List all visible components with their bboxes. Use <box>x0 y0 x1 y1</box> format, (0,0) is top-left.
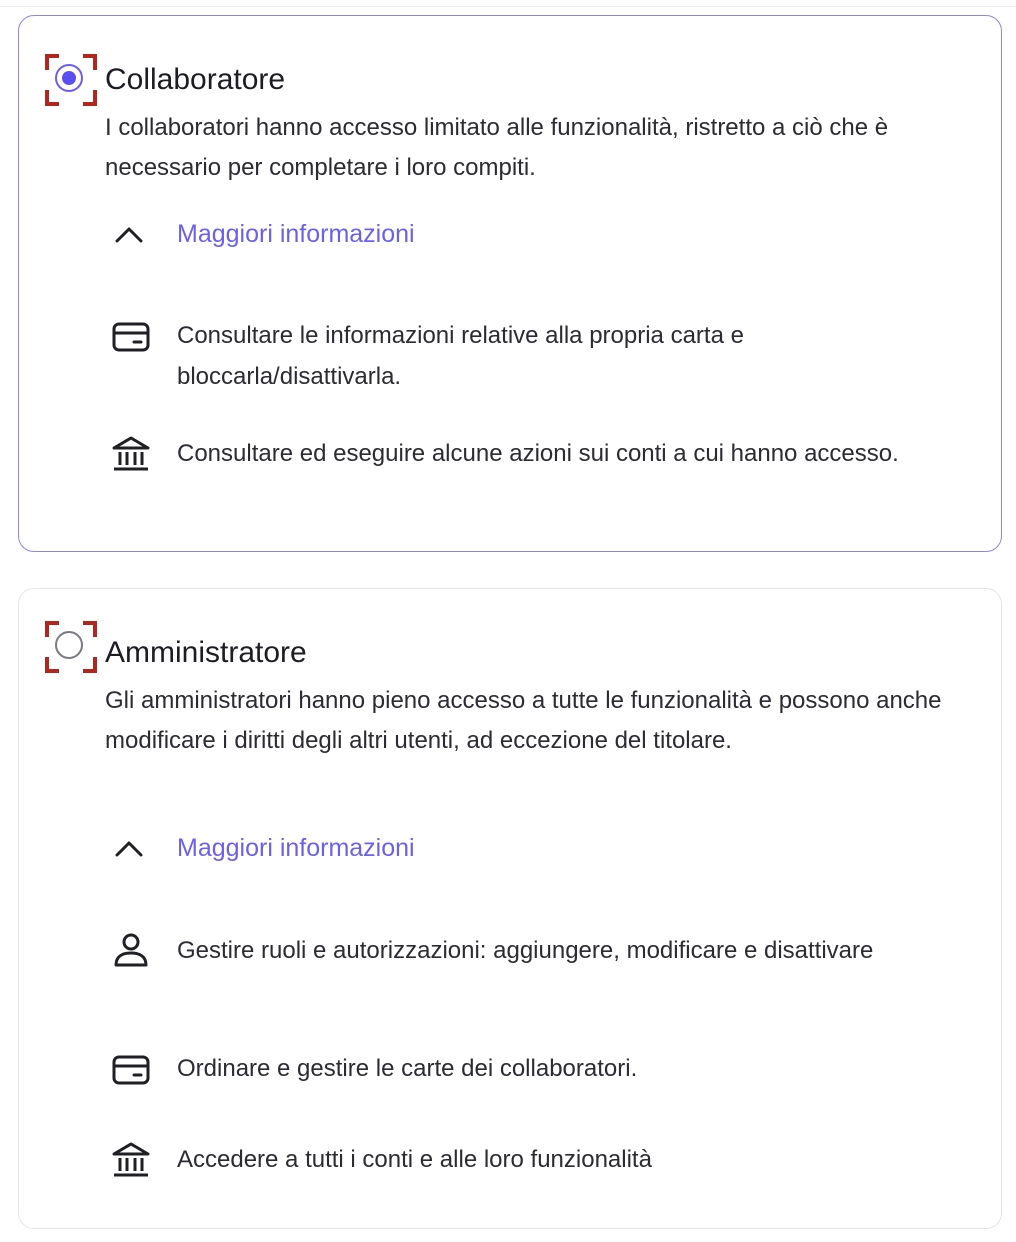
radio-unselected-icon[interactable] <box>55 631 83 659</box>
feature-text: Consultare ed eseguire alcune azioni sui conti a cui hanno accesso. <box>177 440 899 467</box>
feature-item <box>111 930 951 971</box>
feature-text: Gestire ruoli e autorizzazioni: aggiungere, modificare e disattivare <box>177 937 874 964</box>
radio-selected-icon[interactable] <box>55 64 83 92</box>
user-icon <box>111 930 151 970</box>
role-option-collaborator[interactable] <box>18 15 1002 552</box>
role-title: Amministratore <box>105 636 307 669</box>
more-info-label[interactable]: Maggiori informazioni <box>177 833 415 862</box>
bank-icon <box>111 433 151 473</box>
more-info-toggle[interactable] <box>111 830 415 866</box>
feature-item <box>111 433 951 474</box>
role-title: Collaboratore <box>105 63 286 96</box>
card-icon <box>111 1048 151 1088</box>
chevron-up-icon <box>111 216 147 252</box>
more-info-label[interactable]: Maggiori informazioni <box>177 219 415 248</box>
more-info-toggle[interactable] <box>111 216 415 252</box>
feature-text: Ordinare e gestire le carte dei collaboratori. <box>177 1055 638 1082</box>
chevron-up-icon <box>111 830 147 866</box>
bank-icon <box>111 1139 151 1179</box>
feature-item <box>111 315 951 397</box>
role-description: Gli amministratori hanno pieno accesso a tutte le funzionalità e possono anche modificare i diritti degli altri utenti, ad eccezione del titolare. <box>105 687 942 754</box>
card-icon <box>111 315 151 355</box>
role-description: I collaboratori hanno accesso limitato alle funzionalità, ristretto a ciò che è necessario per completare i loro compiti. <box>105 114 889 181</box>
role-option-administrator[interactable] <box>18 588 1002 1229</box>
feature-text: Consultare le informazioni relative alla propria carta e bloccarla/disattivarla. <box>177 322 744 390</box>
feature-item <box>111 1139 951 1180</box>
feature-text: Accedere a tutti i conti e alle loro funzionalità <box>177 1146 652 1173</box>
feature-item <box>111 1048 951 1089</box>
radio-collaborator[interactable] <box>45 54 97 106</box>
top-divider <box>0 6 1016 7</box>
radio-administrator[interactable] <box>45 621 97 673</box>
